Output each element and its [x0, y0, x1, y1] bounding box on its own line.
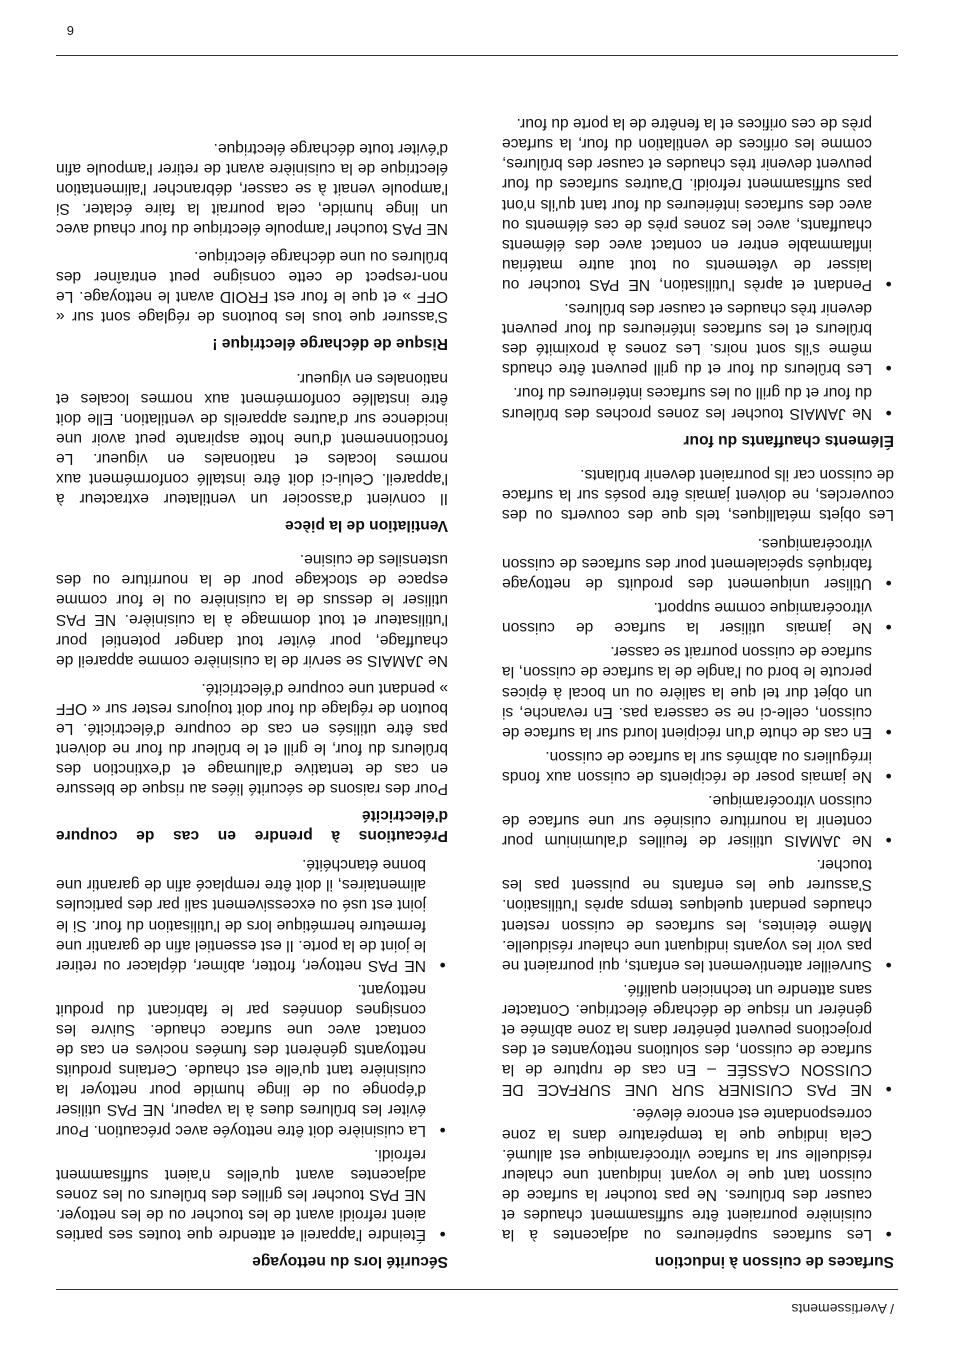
- list-item: ● Les brûleurs du four et du grill peuvent être chauds même s'ils sont noirs. Les zones à proximité des brûleurs et les surfaces intérieures du four peuvent devenir très chaudes et causer des brûlures.: [502, 298, 894, 378]
- paragraph: Les objets métalliques, tels que des couverts ou des couvercles, ne doivent jamais être posés sur la surface de cuisson car ils pourraient devenir brûlants.: [502, 465, 894, 523]
- spacer: [56, 535, 448, 541]
- list-item: ● Éteindre l'appareil et attendre que toutes ses parties aient refroidi avant de les toucher ou de les nettoyer. NE PAS toucher les grilles des brûleurs ou les zones adjacentes avant qu'elles n'aient suffisamment refroidi.: [56, 1144, 448, 1244]
- induction-list: [502, 533, 894, 1244]
- list-item: ● Utiliser uniquement des produits de nettoyage fabriqués spécialement pour des surfaces de cuisson vitrocéramiques.: [502, 533, 894, 593]
- section-title-power-outage: Précautions à prendre en cas de coupure d'électricité: [56, 807, 448, 845]
- list-item: ● NE PAS CUISINER SUR UNE SURFACE DE CUISSON CASSÉE – En cas de rupture de la surface de cuisson, des solutions nettoyantes et des projections peuvent pénétrer dans la zone abîmée et générer un risque de décharge électrique. Contacter sans attendre un technicien qualifié.: [502, 979, 894, 1100]
- section-title-oven-elements: Éléments chauffants du four: [683, 431, 894, 449]
- cleaning-list: [56, 854, 448, 1244]
- paragraph: S'assurer que tous les boutons de réglage sont sur « OFF » et que le four est FROID avant le nettoyage. Le non-respect de cette consigne peut entraîner des brûlures ou une décharge électrique.: [56, 248, 448, 326]
- page-number: 6: [66, 23, 74, 38]
- section-title-ventilation: Ventilation de la pièce: [285, 517, 448, 535]
- list-item: ● Ne JAMAIS utiliser de feuilles d'aluminium pour contenir la nourriture cuisinée sur une surface de cuisson vitrocéramique.: [502, 790, 894, 850]
- list-item: ● Surveiller attentivement les enfants, qui pourraient ne pas voir les voyants indiquant une chaleur résiduelle. Même éteintes, les surfaces de cuisson restent chaudes pendant quelques temps après l'utilisation. S'assurer que les enfants ne puissent pas les toucher.: [502, 854, 894, 975]
- paragraph: Pour des raisons de sécurité liées au risque de blessure en cas de tentative d'allumage et d'extinction des brûleurs du four, le grill et le brûleur du four ne doivent pas être utilisés en cas de coupure d'électricité. Le bouton de réglage du four doit toujours rester sur « OFF » pendant une coupure d'électricité.: [56, 679, 448, 798]
- spacer: [56, 353, 448, 359]
- right-column: [56, 130, 448, 1271]
- oven-elements-list: [502, 113, 894, 422]
- paragraph: NE PAS toucher l'ampoule électrique du four chaud avec un linge humide, cela pourrait la faire éclater. Si l'ampoule venait à se casser, débrancher l'alimentation électrique de la cuisinière avant de retirer l'ampoule afin d'éviter toute décharge électrique.: [56, 139, 448, 238]
- list-item: ● Les surfaces supérieures ou adjacentes à la cuisinière pourraient être suffisamment chaudes et causer des brûlures. Ne pas toucher la surface de cuisson tant que le voyant indiquant une chaleur résiduelle sur la surface vitrocéramique est allumé. Cela indique que la température dans la zone correspondante est encore élevée.: [502, 1103, 894, 1244]
- list-item: ● Ne jamais poser de récipients de cuisson aux fonds irréguliers ou abîmés sur la surface de cuisson.: [502, 746, 894, 786]
- paragraph: Il convient d'associer un ventilateur extracteur à l'appareil. Celui-ci doit être installé conformément aux normes locales et nationales en vigueur. Le fonctionnement d'une hotte aspirante peut avoir une incidence sur d'autres appareils de ventilation. Elle doit être installée conformément aux normes locales et nationales en vigueur.: [56, 369, 448, 508]
- section-title-electric-shock: Risque de décharge électrique !: [212, 335, 448, 353]
- left-column: [502, 104, 894, 1271]
- section-title-cleaning-safety: Sécurité lors du nettoyage: [252, 1253, 448, 1270]
- paragraph: Ne JAMAIS se servir de la cuisinière comme appareil de chauffage, pour éviter tout danger potentiel pour l'utilisateur et tout dommage à la cuisinière. NE PAS utiliser le dessus de la cuisinière ou le four comme espace de stockage pour de la nourriture ou des ustensiles de cuisine.: [56, 551, 448, 669]
- spacer: [502, 450, 894, 456]
- list-item: ● La cuisinière doit être nettoyée avec précaution. Pour éviter les brûlures dues à la vapeur, NE PAS utiliser d'éponge ou de linge humide pour nettoyer la cuisinière tant qu'elle est chaude. Certains produits nettoyants génèrent des fumées nocives en cas de contact avec une surface chaude. Suivre les consignes données par le fabricant du produit nettoyant.: [56, 979, 448, 1140]
- list-item: ● En cas de chute d'un récipient lourd sur la surface de cuisson, celle-ci ne se cassera pas. En revanche, si un objet dur tel que la salière ou un bocal à épices percute le bord ou l'angle de la surface de cuisson, la surface de cuisson pourrait se casser.: [502, 641, 894, 741]
- list-item: ● NE PAS nettoyer, frotter, abîmer, déplacer ou retirer le joint de la porte. Il est essentiel afin de garantir une fermeture hermétique lors de l'utilisation du four. Si le joint est usé ou excessivement sali par des particules alimentaires, il doit être remplacé afin de garantir une bonne étanchéité.: [56, 854, 448, 975]
- list-item: ● Pendant et après l'utilisation, NE PAS toucher ou laisser de vêtements ou tout autre matériau inflammable entrer en contact avec des éléments chauffants, avec les zones près de ces éléments ou avec des surfaces intérieures du four tant qu'ils n'ont pas suffisamment refroidi. D'autres surfaces du four peuvent devenir très chaudes et causer des brûlures, comme les orifices de ventilation du four, la surface près de ces orifices et la fenêtre de la porte du four.: [502, 113, 894, 294]
- top-divider: [56, 1289, 898, 1290]
- section-header: / Avertissements: [791, 1301, 894, 1317]
- bottom-divider: [56, 55, 898, 56]
- section-title-induction: Surfaces de cuisson à induction: [654, 1253, 894, 1270]
- list-item: ● Ne jamais utiliser la surface de cuisson vitrocéramique comme support.: [502, 597, 894, 637]
- list-item: ● Ne JAMAIS toucher les zones proches des brûleurs du four et du grill ou les surfaces intérieures du four.: [502, 382, 894, 422]
